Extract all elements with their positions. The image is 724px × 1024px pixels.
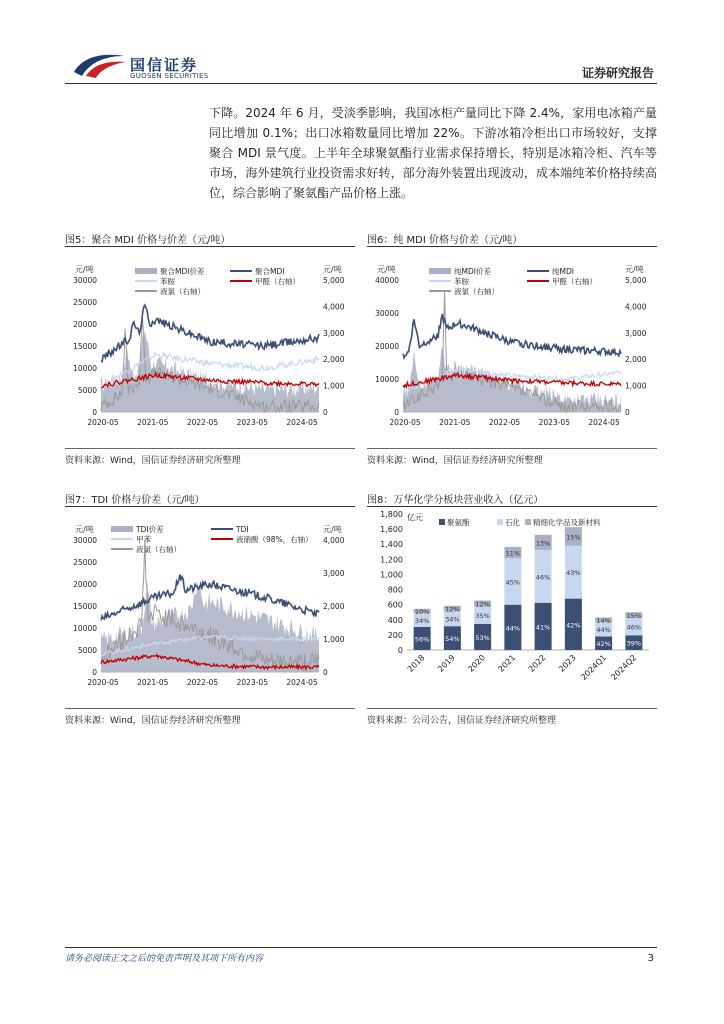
x-tick-label: 2021-05 xyxy=(439,418,471,427)
bar-data-label: 12% xyxy=(445,605,460,614)
y2-tick-label: 0 xyxy=(323,408,328,417)
fig7-bottom-rule xyxy=(65,708,355,709)
y2-tick-label: 1,000 xyxy=(323,381,345,391)
page-header xyxy=(0,0,724,90)
fig6-top-rule xyxy=(367,246,657,247)
bar-data-label: 14% xyxy=(596,616,611,625)
y-tick-label: 800 xyxy=(387,585,403,595)
y-axis-unit: 亿元 xyxy=(407,513,423,522)
fig6-bottom-rule xyxy=(367,448,657,449)
legend-label: 液氯（右轴） xyxy=(454,287,499,296)
y-tick-label: 0 xyxy=(92,408,97,417)
x-tick-label: 2023-05 xyxy=(538,418,570,427)
bar-data-label: 41% xyxy=(535,623,551,632)
legend-label: 聚合MDI xyxy=(255,267,285,276)
bar-data-label: 45% xyxy=(505,578,521,587)
x-tick-label: 2024Q2 xyxy=(609,653,639,682)
y2-tick-label: 3,000 xyxy=(625,328,647,338)
report-type: 证券研究报告 xyxy=(581,66,654,80)
bar-data-label: 12% xyxy=(475,600,490,609)
footer-disclaimer: 请务必阅读正文之后的免责声明及其项下所有内容 xyxy=(65,954,264,964)
fig5-title: 图5：聚合 MDI 价格与价差（元/吨） xyxy=(65,235,231,246)
y2-tick-label: 2,000 xyxy=(323,602,345,611)
x-tick-label: 2023 xyxy=(557,653,578,674)
fig5-source: 资料来源：Wind，国信证券经济研究所整理 xyxy=(65,456,241,466)
bar-data-label: 43% xyxy=(566,569,581,578)
left-axis-unit: 元/吨 xyxy=(377,265,396,274)
legend-label: 苯胺 xyxy=(454,277,469,286)
x-tick-label: 2021-05 xyxy=(137,678,169,687)
bar-data-label: 15% xyxy=(626,612,642,621)
legend-label: 甲苯 xyxy=(136,535,151,544)
legend-swatch xyxy=(135,268,157,274)
bar-data-label: 15% xyxy=(566,533,581,542)
x-tick-label: 2020-05 xyxy=(87,678,119,687)
y2-tick-label: 1,000 xyxy=(323,635,345,644)
y2-tick-label: 3,000 xyxy=(323,328,345,338)
y2-tick-label: 4,000 xyxy=(625,302,647,312)
header-divider xyxy=(65,83,657,84)
x-tick-label: 2018 xyxy=(405,653,427,674)
legend-label: 液氯（右轴） xyxy=(160,287,205,296)
y-tick-label: 1,800 xyxy=(380,510,403,519)
y-tick-label: 1,400 xyxy=(380,540,403,550)
legend-label: 苯胺 xyxy=(160,277,175,286)
y-tick-label: 15000 xyxy=(73,342,97,351)
series-line-main xyxy=(403,314,621,358)
fig5-bottom-rule xyxy=(65,448,355,449)
y-tick-label: 400 xyxy=(387,615,403,625)
y2-tick-label: 5,000 xyxy=(323,276,345,285)
body-paragraph: 下降。2024 年 6 月，受淡季影响，我国冰柜产量同比下降 2.4%，家用电冰箱产量同比增加 0.1%；出口冰箱数量同比增加 22%。下游冰箱冷柜出口市场较好，支撑聚合 MDI 景气度。上半年全球聚氨酯行业需求保持增长，特别是冰箱冷柜、汽车等市场，海外建筑行业投资需求好转，部分海外装置出现波动，成本端纯苯价格持续高位，综合影响了聚氨酯产品价格上涨。 xyxy=(209,106,657,200)
bar-data-label: 46% xyxy=(626,623,642,632)
y-tick-label: 0 xyxy=(92,668,97,677)
y-tick-label: 1,600 xyxy=(380,525,403,535)
x-tick-label: 2022-05 xyxy=(488,418,521,427)
bar-data-label: 10% xyxy=(414,607,430,616)
y-tick-label: 10000 xyxy=(375,375,399,384)
fig7-top-rule xyxy=(65,506,355,507)
x-tick-label: 2023-05 xyxy=(236,418,268,427)
bar-data-label: 42% xyxy=(596,640,611,649)
y2-tick-label: 3,000 xyxy=(323,569,345,578)
legend-label: 聚氨酯 xyxy=(447,518,470,527)
bar-data-label: 44% xyxy=(505,624,521,633)
x-tick-label: 2024Q1 xyxy=(579,653,609,682)
y-tick-label: 20000 xyxy=(73,580,97,589)
y-tick-label: 20000 xyxy=(375,342,399,351)
bar-data-label: 56% xyxy=(414,635,430,644)
x-tick-label: 2024-05 xyxy=(588,418,620,427)
x-tick-label: 2022-05 xyxy=(186,418,219,427)
x-tick-label: 2021 xyxy=(496,653,518,674)
fig8-source: 资料来源：公司公告，国信证券经济研究所整理 xyxy=(367,716,557,726)
fig5-top-rule xyxy=(65,246,355,247)
left-axis-unit: 元/吨 xyxy=(75,525,94,534)
y-tick-label: 1,200 xyxy=(380,555,403,565)
bar-data-label: 34% xyxy=(445,615,460,624)
fig8-top-rule xyxy=(367,506,657,507)
brand-name: 国信证券 xyxy=(130,56,199,74)
y-tick-label: 15000 xyxy=(73,602,97,611)
x-tick-label: 2021-05 xyxy=(137,418,169,427)
right-axis-unit: 元/吨 xyxy=(323,525,342,534)
y2-tick-label: 0 xyxy=(323,668,328,677)
legend-swatch xyxy=(429,268,451,274)
legend-swatch xyxy=(439,519,445,525)
y2-tick-label: 2,000 xyxy=(323,355,345,365)
legend-label: 纯MDI xyxy=(552,267,574,276)
footer-divider xyxy=(65,947,657,948)
x-tick-label: 2022-05 xyxy=(186,678,219,687)
legend-label: 石化 xyxy=(505,518,520,527)
x-tick-label: 2022 xyxy=(526,653,548,674)
y-tick-label: 30000 xyxy=(73,276,97,285)
y-tick-label: 5000 xyxy=(77,646,97,655)
legend-label: 聚合MDI价差 xyxy=(160,267,205,276)
fig8-bottom-rule xyxy=(367,708,657,709)
x-tick-label: 2020 xyxy=(466,653,488,674)
y-tick-label: 25000 xyxy=(73,558,97,567)
y2-tick-label: 4,000 xyxy=(323,302,345,312)
y-tick-label: 5000 xyxy=(77,386,97,395)
fig7-title: 图7：TDI 价格与价差（元/吨） xyxy=(65,495,205,506)
y-tick-label: 20000 xyxy=(73,320,97,329)
bar-data-label: 46% xyxy=(535,573,551,582)
fig6-title: 图6：纯 MDI 价格与价差（元/吨） xyxy=(367,235,523,246)
y-tick-label: 40000 xyxy=(375,276,399,285)
x-tick-label: 2024-05 xyxy=(286,418,318,427)
y-tick-label: 30000 xyxy=(73,536,97,545)
fig6-chart xyxy=(367,252,657,442)
right-axis-unit: 元/吨 xyxy=(625,265,644,274)
y2-tick-label: 2,000 xyxy=(625,355,647,365)
fig8-title: 图8：万华化学分板块营业收入（亿元） xyxy=(367,495,544,506)
brand-name-en: GUOSEN SECURITIES xyxy=(130,72,209,80)
guosen-logo-icon xyxy=(72,50,128,80)
legend-label: 液氯（右轴） xyxy=(136,545,181,554)
legend-label: 甲醛（右轴） xyxy=(552,277,597,286)
fig7-chart xyxy=(65,512,355,702)
y-tick-label: 25000 xyxy=(73,298,97,307)
y2-tick-label: 1,000 xyxy=(625,381,647,391)
y-tick-label: 600 xyxy=(387,600,403,610)
y2-tick-label: 4,000 xyxy=(323,536,345,545)
legend-label: TDI价差 xyxy=(136,525,164,534)
x-tick-label: 2019 xyxy=(436,653,457,674)
page-number: 3 xyxy=(647,953,654,964)
legend-label: TDI xyxy=(236,525,249,534)
legend-label: 精细化学品及新材料 xyxy=(533,518,601,527)
y2-tick-label: 0 xyxy=(625,408,630,417)
left-axis-unit: 元/吨 xyxy=(75,265,94,274)
legend-label: 甲醛（右轴） xyxy=(255,277,300,286)
x-tick-label: 2023-05 xyxy=(236,678,268,687)
bar-data-label: 44% xyxy=(596,626,611,635)
legend-swatch xyxy=(525,519,531,525)
y-tick-label: 30000 xyxy=(375,309,399,318)
bar-data-label: 53% xyxy=(475,633,490,642)
bar-data-label: 11% xyxy=(505,549,521,558)
bar-data-label: 34% xyxy=(414,616,430,625)
y2-tick-label: 5,000 xyxy=(625,276,647,285)
legend-label: 液硝酸（98%，右轴） xyxy=(236,535,313,544)
bar-data-label: 54% xyxy=(445,635,460,644)
x-tick-label: 2024-05 xyxy=(286,678,318,687)
bar-data-label: 39% xyxy=(626,639,642,648)
right-axis-unit: 元/吨 xyxy=(323,265,342,274)
fig6-source: 资料来源：Wind，国信证券经济研究所整理 xyxy=(367,456,543,466)
y-tick-label: 0 xyxy=(394,408,399,417)
legend-label: 纯MDI价差 xyxy=(454,267,491,276)
bar-data-label: 42% xyxy=(566,621,581,630)
series-line-main xyxy=(101,305,319,361)
bar-data-label: 13% xyxy=(535,539,551,548)
x-tick-label: 2020-05 xyxy=(87,418,119,427)
y-tick-label: 1,000 xyxy=(380,570,403,580)
y-tick-label: 10000 xyxy=(73,624,97,633)
x-tick-label: 2020-05 xyxy=(389,418,421,427)
y-tick-label: 10000 xyxy=(73,364,97,373)
legend-swatch xyxy=(111,526,133,532)
y-tick-label: 0 xyxy=(397,646,403,655)
fig5-chart xyxy=(65,252,355,442)
legend-swatch xyxy=(497,519,503,525)
fig7-source: 资料来源：Wind，国信证券经济研究所整理 xyxy=(65,716,241,726)
bar-data-label: 35% xyxy=(475,612,490,621)
fig8-chart xyxy=(367,508,657,706)
y-tick-label: 200 xyxy=(387,630,403,640)
